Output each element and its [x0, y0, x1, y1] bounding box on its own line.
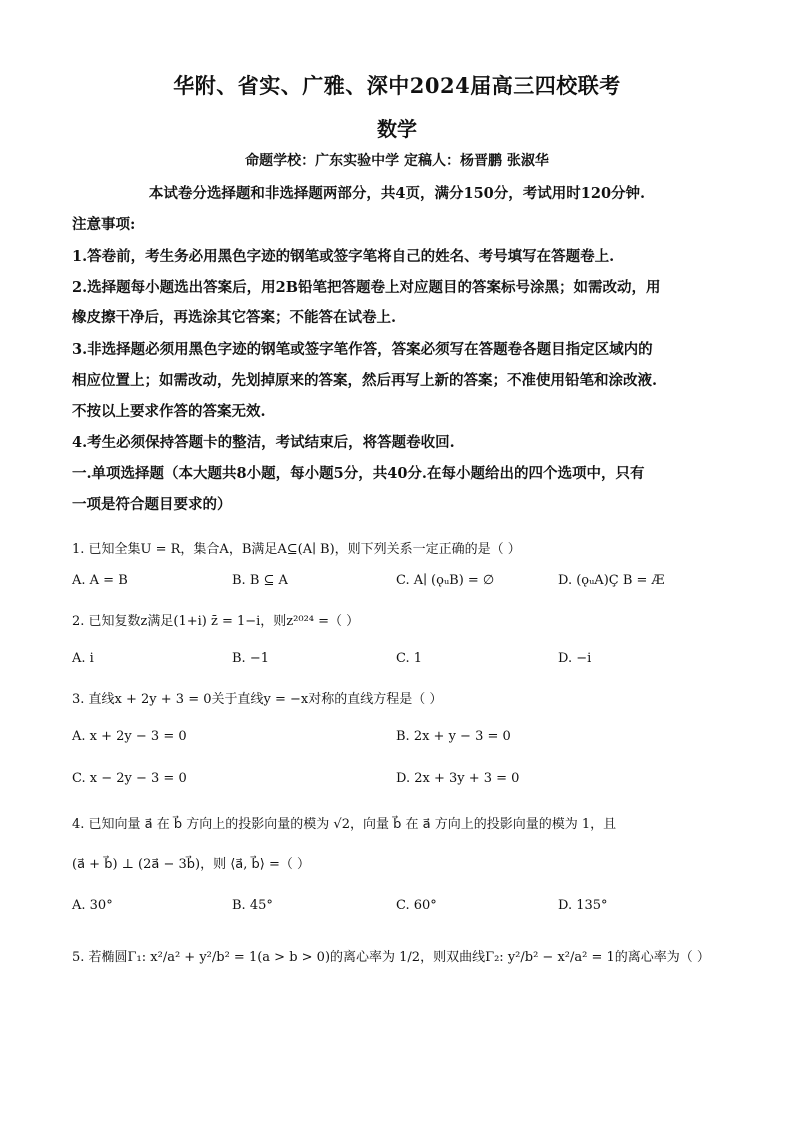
question-4-option-b: B. 45° [232, 898, 273, 913]
question-3-option-b: B. 2x + y − 3 = 0 [396, 729, 511, 744]
question-2-option-c: C. 1 [396, 651, 423, 666]
question-4-stem-line-2: (a⃗ + b⃗) ⊥ (2a⃗ − 3b⃗)，则 ⟨a⃗, b⃗⟩ =（ ） [72, 857, 310, 872]
notes-heading: 注意事项: [72, 216, 136, 233]
question-2-option-b: B. −1 [232, 651, 269, 666]
question-5-stem: 5. 若椭圆Γ₁: x²/a² + y²/b² = 1(a > b > 0)的离心率为 1/2，则双曲线Γ₂: y²/b² − x²/a² = 1的离心率为（ ） [72, 950, 710, 965]
question-3-option-c: C. x − 2y − 3 = 0 [72, 771, 187, 786]
exam-subject: 数学 [377, 117, 417, 141]
question-1-option-b: B. B ⊆ A [232, 573, 288, 588]
question-4-option-c: C. 60° [396, 898, 437, 913]
note-line-7: 4.考生必须保持答题卡的整洁，考试结束后，将答题卷收回. [72, 434, 455, 451]
note-line-3: 橡皮擦干净后，再选涂其它答案；不能答在试卷上. [72, 309, 397, 326]
question-2-stem: 2. 已知复数z满足(1+i) z̄ = 1−i，则z²⁰²⁴ =（ ） [72, 614, 360, 629]
question-2-option-a: A. i [72, 651, 94, 666]
note-line-4: 3.非选择题必须用黑色字迹的钢笔或签字笔作答，答案必须写在答题卷各题目指定区域内的 [72, 341, 653, 358]
note-line-5: 相应位置上；如需改动，先划掉原来的答案，然后再写上新的答案；不准使用铅笔和涂改液. [72, 372, 658, 389]
exam-intro: 本试卷分选择题和非选择题两部分，共4页，满分150分，考试用时120分钟. [148, 185, 646, 202]
question-3-option-a: A. x + 2y − 3 = 0 [72, 729, 187, 744]
question-2-option-d: D. −i [558, 651, 592, 666]
exam-meta: 命题学校：广东实验中学 定稿人：杨晋鹏 张淑华 [245, 153, 549, 169]
question-1-option-d: D. (ǫᵤA)Ç B = Æ [558, 573, 665, 588]
section-heading-line-1: 一.单项选择题（本大题共8小题，每小题5分，共40分.在每小题给出的四个选项中，只有 [72, 465, 645, 482]
question-3-option-d: D. 2x + 3y + 3 = 0 [396, 771, 520, 786]
question-1-stem: 1. 已知全集U = R，集合A，B满足A⊆(A∣ B)，则下列关系一定正确的是（ ） [72, 542, 521, 557]
question-4-option-d: D. 135° [558, 898, 608, 913]
exam-title: 华附、省实、广雅、深中2024届高三四校联考 [173, 73, 621, 98]
note-line-1: 1.答卷前，考生务必用黑色字迹的钢笔或签字笔将自己的姓名、考号填写在答题卷上. [72, 248, 615, 265]
question-1-option-c: C. A∣ (ǫᵤB) = ∅ [396, 573, 495, 588]
note-line-6: 不按以上要求作答的答案无效. [72, 403, 266, 420]
question-1-option-a: A. A = B [72, 573, 128, 588]
note-line-2: 2.选择题每小题选出答案后，用2B铅笔把答题卷上对应题目的答案标号涂黑；如需改动，用 [72, 279, 661, 296]
question-3-stem: 3. 直线x + 2y + 3 = 0关于直线y = −x对称的直线方程是（ ） [72, 692, 443, 707]
question-4-stem-line-1: 4. 已知向量 a⃗ 在 b⃗ 方向上的投影向量的模为 √2，向量 b⃗ 在 a⃗ 方向上的投影向量的模为 1，且 [72, 817, 617, 832]
question-4-option-a: A. 30° [72, 898, 113, 913]
section-heading-line-2: 一项是符合题目要求的） [72, 496, 232, 513]
